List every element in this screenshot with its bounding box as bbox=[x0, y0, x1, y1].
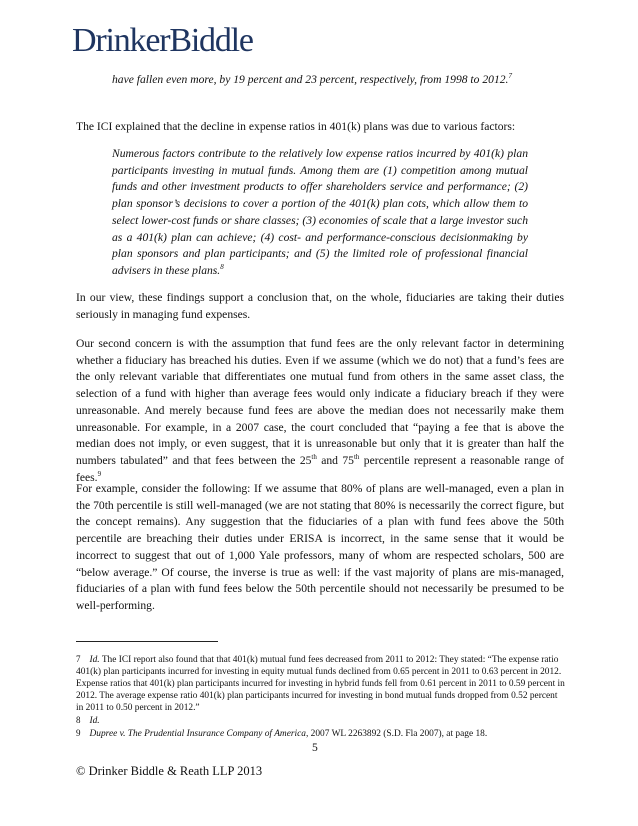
footer-copyright: © Drinker Biddle & Reath LLP 2013 bbox=[76, 764, 263, 778]
percentile-25: 25 bbox=[299, 453, 312, 467]
block-quote-factors-text: Numerous factors contribute to the relatively low expense ratios incurred by 401(k) plan participants investing in mutual funds. Among them are (1) competition among mutual funds and other investment products to offer shareholders service and performance; (2) plan sponsor’s decisions to cover a portion of the 401(k) plan cots, which allow them to select lower-cost funds or share classes; (3) economies of scale that a large investor such as a 401(k) plan can achieve; (4) cost- and performance-conscious decisionmaking by plan sponsors and plan participants; and (5) the limited role of professional financial advisers in these plans. bbox=[112, 147, 528, 277]
paragraph-second-concern bbox=[76, 336, 564, 486]
footnote-7-id: Id. bbox=[89, 655, 100, 665]
footnote-7-number: 7 bbox=[76, 654, 81, 664]
footnote-9-case: Dupree v. The Prudential Insurance Company of America bbox=[89, 729, 306, 739]
ordinal-suffix: th bbox=[311, 452, 317, 461]
footnote-8 bbox=[76, 714, 566, 727]
paragraph-view: In our view, these findings support a conclusion that, on the whole, fiduciaries are taking their duties seriously in managing fund expenses. bbox=[76, 291, 564, 321]
paragraph-second-concern-text: Our second concern is with the assumption that fund fees are the only relevant factor in determining whether a fiduciary has breached his duties. Even if we assume (which we do not) that a fund’s fees are the only relevant variable that differentiates one mutual fund from others in the same asset class, the selection of a fund with higher than average fees would only indicate a fiduciary breach if they were unreasonable. And merely because fund fees are above the median does not necessarily make them unreasonable. For example, in a 2007 case, the court concluded that “paying a fee that is above the median does not imply, or even suggest, that it is unreasonable but only that it is greater than half the numbers tabulated” and that fees between the bbox=[76, 337, 564, 467]
footnote-9-text: , 2007 WL 2263892 (S.D. Fla 2007), at page 18. bbox=[305, 729, 488, 739]
footnote-divider bbox=[76, 641, 218, 642]
page-number: 5 bbox=[312, 741, 318, 754]
footnote-9-number: 9 bbox=[76, 728, 81, 738]
quote-continuation bbox=[112, 72, 528, 89]
footnote-7 bbox=[76, 653, 566, 714]
paragraph-second-concern-end: percentile represent a reasonable range of fees. bbox=[76, 453, 564, 484]
footnote-7-text: The ICI report also found that that 401(k) mutual fund fees decreased from 2011 to 2012: They stated: “The expense ratio 401(k) plan participants incurred for investing in equity mutual funds declined from 0.65 percent in 2011 to 0.63 percent in 2012. Expense ratios that 401(k) plan participants incurred for investing in hybrid funds fell from 0.61 percent in 2011 to 0.59 percent in 2012. The average expense ratio 401(k) plan participants incurred for investing in bond mutual funds dropped from 0.52 percent in 2011 to 0.50 percent in 2012.” bbox=[76, 655, 565, 714]
quote-continuation-text: have fallen even more, by 19 percent and 23 percent, respectively, from 1998 to 2012. bbox=[112, 73, 509, 86]
and-text: and bbox=[316, 453, 343, 467]
footnote-ref-8: 8 bbox=[220, 262, 224, 271]
footnote-ref-7: 7 bbox=[508, 72, 512, 80]
footnote-9 bbox=[76, 727, 566, 740]
paragraph-example: For example, consider the following: If we assume that 80% of plans are well-managed, even a plan in the 70th percentile is still well-managed (we are not stating that 80% is necessarily the correct figure, but the concept remains). Any suggestion that the fiduciaries of a plan with fund fees above the 50th percentile are breaching their duties under ERISA is incorrect, in the same sense that it would be incorrect to suggest that out of 1,000 Yale professors, many of whom are respected scholars, 500 are “below average.” Of course, the inverse is true as well: if the vast majority of plans are mis-managed, fiduciaries of a plan with fund fees below the 50th percentile should not necessarily be presumed to be well-performing. bbox=[76, 482, 564, 612]
footnote-8-text: Id. bbox=[89, 716, 100, 726]
company-logo: DrinkerBiddle bbox=[72, 22, 253, 59]
block-quote-factors bbox=[112, 146, 528, 280]
ordinal-suffix: th bbox=[353, 452, 360, 461]
percentile-75: 75 bbox=[342, 453, 354, 467]
footnote-ref-9: 9 bbox=[97, 469, 102, 478]
paragraph-ici: The ICI explained that the decline in expense ratios in 401(k) plans was due to various factors: bbox=[76, 120, 516, 133]
footnote-8-number: 8 bbox=[76, 715, 81, 725]
